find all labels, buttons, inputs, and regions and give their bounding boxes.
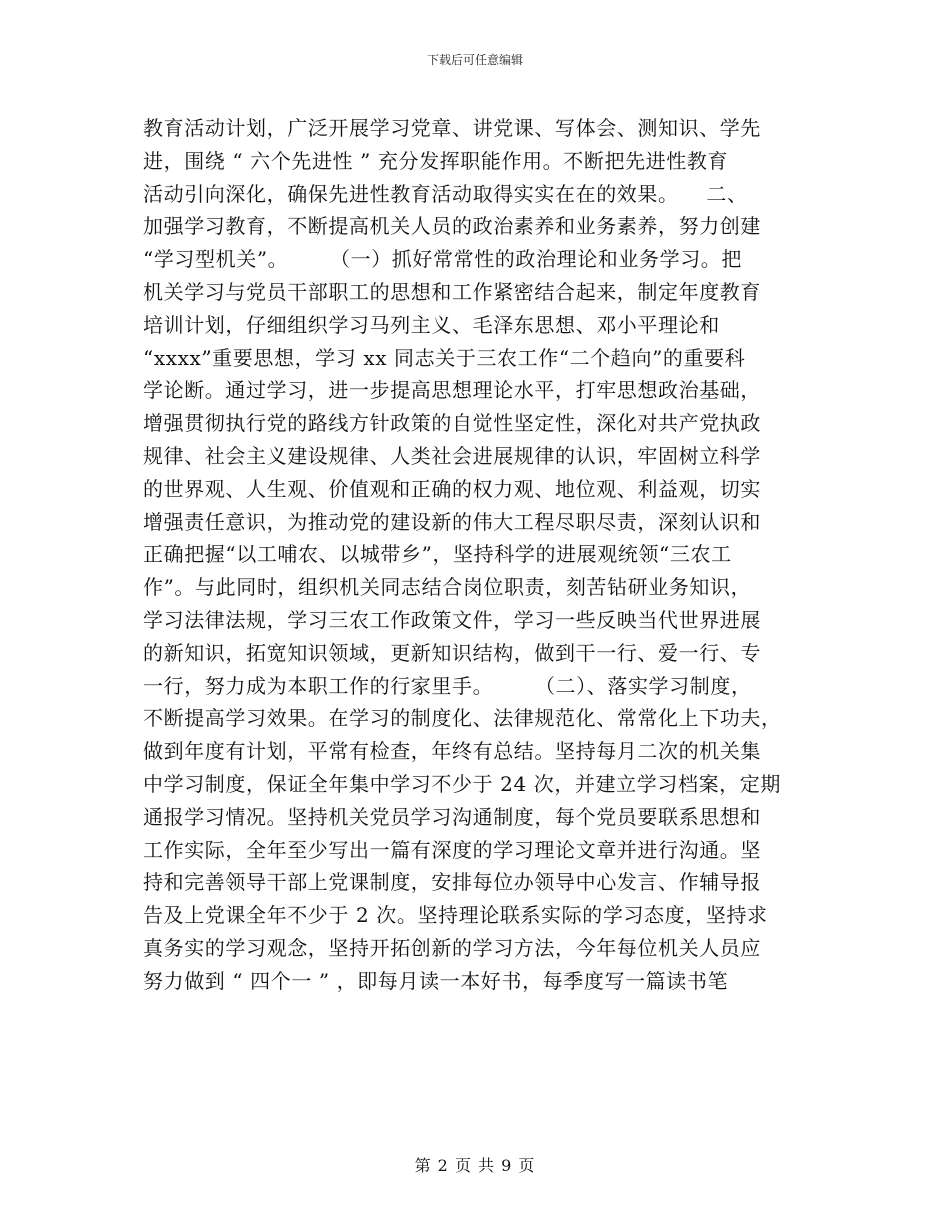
text-line: 通报学习情况。坚持机关党员学习沟通制度，每个党员要联系思想和: [143, 804, 761, 829]
text-line: 教育活动计划，广泛开展学习党章、讲党课、写体会、测知识、学先: [143, 116, 761, 140]
text-line: 告及上党课全年不少于 2 次。坚持理论联系实际的学习态度，坚持求: [143, 903, 768, 928]
text-line: 培训计划，仔细组织学习马列主义、毛泽东思想、邓小平理论和: [143, 312, 720, 337]
text-line: 真务实的学习观念，坚持开拓创新的学习方法，今年每位机关人员应: [143, 935, 761, 960]
text-line: 机关学习与党员干部职工的思想和工作紧密结合起来，制定年度教育: [143, 279, 761, 304]
text-line: 规律、社会主义建设规律、人类社会进展规律的认识，牢固树立科学: [143, 443, 761, 468]
text-line: “xxxx”重要思想，学习 xx 同志关于三农工作“二个趋向”的重要科: [143, 345, 746, 370]
text-line: 一行，努力成为本职工作的行家里手。 （二）、落实学习制度，: [143, 673, 752, 698]
text-line: 不断提高学习效果。在学习的制度化、法律规范化、常常化上下功夫，: [143, 706, 782, 731]
text-line: 进，围绕 “ 六个先进性 ” 充分发挥职能作用。不断把先进性教育: [143, 148, 729, 173]
text-line: “学习型机关”。 （一）抓好常常性的政治理论和业务学习。把: [143, 247, 742, 272]
text-line: 的新知识，拓宽知识领域，更新知识结构，做到干一行、爱一行、专: [143, 640, 761, 665]
text-line: 活动引向深化，确保先进性教育活动取得实实在在的效果。 二、: [143, 181, 748, 206]
text-line: 加强学习教育，不断提高机关人员的政治素养和业务素养，努力创建: [143, 214, 761, 239]
text-line: 中学习制度，保证全年集中学习不少于 24 次，并建立学习档案，定期: [143, 771, 781, 796]
text-line: 做到年度有计划，平常有检查，年终有总结。坚持每月二次的机关集: [143, 739, 761, 764]
text-line: 增强贯彻执行党的路线方针政策的自觉性坚定性，深化对共产党执政: [143, 411, 761, 436]
page-number: 第 2 页 共 9 页: [414, 1156, 536, 1175]
text-line: 的世界观、人生观、价值观和正确的权力观、地位观、利益观，切实: [143, 476, 761, 501]
text-line: 工作实际，全年至少写出一篇有深度的学习理论文章并进行沟通。坚: [143, 837, 761, 862]
body-text: [143, 112, 808, 998]
text-line: 作”。与此同时，组织机关同志结合岗位职责，刻苦钻研业务知识，: [143, 575, 752, 600]
text-line: 增强责任意识，为推动党的建设新的伟大工程尽职尽责，深刻认识和: [143, 509, 761, 534]
text-line: 持和完善领导干部上党课制度，安排每位办领导中心发言、作辅导报: [143, 870, 761, 895]
text-line: 学习法律法规，学习三农工作政策文件，学习一些反映当代世界进展: [143, 607, 761, 632]
page-header-note: 下载后可任意编辑: [426, 53, 523, 67]
text-line: 努力做到 “ 四个一 ” ，即每月读一本好书，每季度写一篇读书笔: [143, 968, 729, 993]
text-line: 正确把握“以工哺农、以城带乡”，坚持科学的进展观统领“三农工: [143, 542, 732, 567]
text-line: 学论断。通过学习，进一步提高思想理论水平，打牢思想政治基础，: [143, 378, 761, 403]
